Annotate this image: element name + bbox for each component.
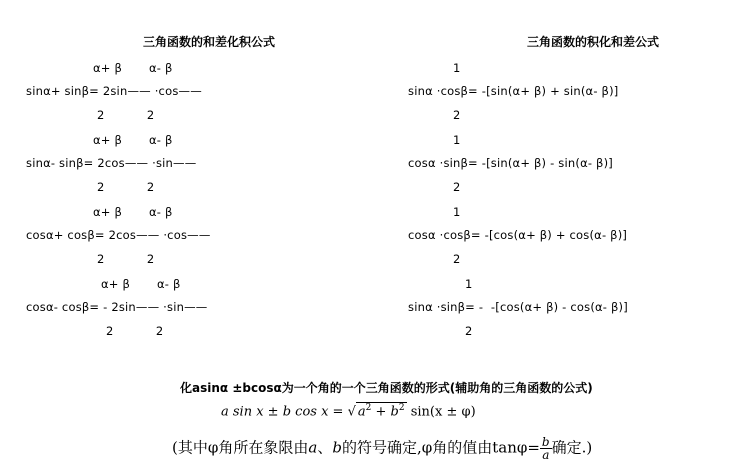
left-formula-2-main: sinα- sinβ= 2cos—— ·sin—— bbox=[26, 156, 201, 170]
right-formula-1-main: sinα ·cosβ= -[sin(α+ β) + sin(α- β)] bbox=[408, 84, 619, 98]
note-fraction-num: b bbox=[541, 435, 550, 449]
sqrt-b-exp: 2 bbox=[398, 403, 405, 413]
left-formula-4-bottom: 2 2 bbox=[106, 324, 164, 338]
right-formula-1-bottom: 2 bbox=[453, 108, 461, 122]
note-a: a bbox=[308, 438, 318, 457]
sqrt-plus: + bbox=[371, 404, 391, 420]
left-formula-1-top: α+ β α- β bbox=[93, 61, 173, 75]
right-formula-4-top: 1 bbox=[465, 277, 473, 291]
right-formula-3-top: 1 bbox=[453, 205, 461, 219]
auxiliary-angle-title: 化asinα ±bcosα为一个角的一个三角函数的形式(辅助角的三角函数的公式) bbox=[180, 381, 593, 395]
left-formula-1-main: sinα+ sinβ= 2sin—— ·cos—— bbox=[26, 84, 206, 98]
sqrt-radicand bbox=[356, 402, 407, 419]
sqrt-a: a bbox=[357, 404, 366, 420]
auxiliary-angle-formula bbox=[221, 402, 476, 419]
sqrt-b: b bbox=[390, 404, 399, 420]
left-formula-3-main: cosα+ cosβ= 2cos—— ·cos—— bbox=[26, 228, 215, 242]
note-prefix: (其中φ角所在象限由 bbox=[172, 438, 309, 457]
note-mid: 的符号确定,φ角的值由 bbox=[341, 438, 493, 457]
left-formula-1-bottom: 2 2 bbox=[97, 108, 155, 122]
sqrt-sign: √ bbox=[347, 404, 356, 420]
right-formula-3-bottom: 2 bbox=[453, 252, 461, 266]
left-formula-3-bottom: 2 2 bbox=[97, 252, 155, 266]
note-tan: tanφ= bbox=[492, 438, 540, 457]
note-suffix: 确定.) bbox=[551, 438, 593, 457]
left-formula-3-top: α+ β α- β bbox=[93, 205, 173, 219]
note-b: b bbox=[332, 438, 342, 457]
left-formula-2-top: α+ β α- β bbox=[93, 133, 173, 147]
left-formula-4-main: cosα- cosβ= - 2sin—— ·sin—— bbox=[26, 300, 212, 314]
left-formula-4-top: α+ β α- β bbox=[101, 277, 181, 291]
right-formula-2-top: 1 bbox=[453, 133, 461, 147]
right-title: 三角函数的积化和差公式 bbox=[527, 35, 660, 49]
note-sep: 、 bbox=[317, 438, 333, 457]
right-formula-2-bottom: 2 bbox=[453, 180, 461, 194]
note-fraction-den: a bbox=[540, 448, 552, 461]
left-formula-2-bottom: 2 2 bbox=[97, 180, 155, 194]
right-formula-4-main: sinα ·sinβ= - -[cos(α+ β) - cos(α- β)] bbox=[408, 300, 628, 314]
right-formula-4-bottom: 2 bbox=[465, 324, 473, 338]
left-title: 三角函数的和差化积公式 bbox=[143, 35, 276, 49]
right-formula-1-top: 1 bbox=[453, 61, 461, 75]
formula-lhs: a sin x ± b cos x = bbox=[221, 404, 348, 420]
sqrt-a-exp: 2 bbox=[365, 403, 372, 413]
note-fraction bbox=[540, 436, 552, 461]
auxiliary-angle-note bbox=[172, 436, 592, 461]
formula-rhs: sin(x ± φ) bbox=[406, 404, 476, 420]
right-formula-2-main: cosα ·sinβ= -[sin(α+ β) - sin(α- β)] bbox=[408, 156, 613, 170]
right-formula-3-main: cosα ·cosβ= -[cos(α+ β) + cos(α- β)] bbox=[408, 228, 628, 242]
